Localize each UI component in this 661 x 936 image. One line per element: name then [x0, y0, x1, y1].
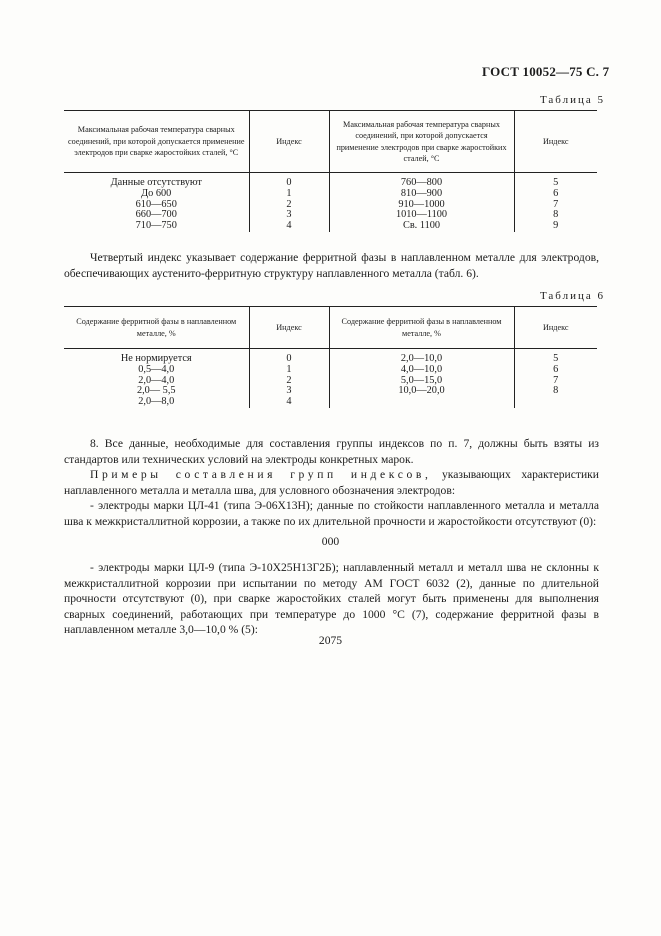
table-5-col-index-left: [249, 173, 329, 232]
table-cell: 5: [553, 177, 559, 188]
table-cell: 1: [286, 363, 292, 375]
table-cell: 4: [286, 220, 292, 232]
table-6-col-index-right: [514, 349, 597, 408]
page-header: ГОСТ 10052—75 С. 7: [482, 64, 610, 79]
paragraph-example-1: - электроды марки ЦЛ-41 (типа Э-06Х13Н); данные по стойкости наплавленного металла и металла шва к межкристаллитной коррозии, а также по их длительной прочности и жаростойкости отсутствуют (0):: [64, 499, 599, 528]
table-cell: 710—750: [135, 220, 177, 232]
table-cell: 760—800: [400, 177, 443, 188]
table-5-header-temp-left: Максимальная рабочая температура сварных соединений, при которой допускается применение электродов при сварке жаростойких сталей, °С: [64, 111, 249, 173]
paragraph-example-2-block: [64, 560, 599, 638]
table-cell: 2,0— 5,5: [136, 385, 176, 397]
table-cell: 3: [286, 385, 292, 397]
table-cell: 2,0—8,0: [138, 396, 175, 408]
table-6-col-ferrite-right: [329, 349, 514, 408]
table-5-col-index-right: [514, 173, 597, 232]
table-6-col-ferrite-left: [64, 349, 249, 408]
table-cell: 4: [286, 396, 292, 408]
table-6-header-index-right: Индекс: [514, 307, 597, 349]
table-5-header-index-left: Индекс: [249, 111, 329, 173]
table-cell: 5,0—15,0: [400, 374, 443, 386]
table-cell: Св. 1100: [402, 220, 441, 232]
table-cell: 8: [553, 209, 559, 221]
body-text: [64, 436, 599, 529]
paragraph-8: 8. Все данные, необходимые для составления группы индексов по п. 7, должны быть взяты из стандартов или технических условий на электроды конкретных марок.: [64, 437, 599, 466]
table-cell: 1: [286, 187, 292, 199]
examples-spaced-heading: Примеры составления групп индексов,: [90, 468, 432, 481]
table-5-label: Таблица 5: [539, 94, 605, 106]
table-cell: 10,0—20,0: [398, 385, 445, 397]
table-cell: 910—1000: [398, 198, 445, 210]
table-5-body: [64, 173, 597, 232]
table-6-header-ferrite-right: Содержание ферритной фазы в наплавленном металле, %: [329, 307, 514, 349]
table-5-header-index-right: Индекс: [514, 111, 597, 173]
table-5-col-temp-left: [64, 173, 249, 232]
table-cell: 6: [553, 363, 559, 375]
table-5-col-temp-right: [329, 173, 514, 232]
table-6: [64, 306, 597, 408]
table-cell: 8: [553, 385, 559, 397]
table-cell: 6: [553, 187, 559, 199]
table-5: [64, 110, 597, 232]
table-cell: До 600: [141, 187, 172, 199]
table-cell: 610—650: [135, 198, 177, 210]
table-cell: 3: [286, 209, 292, 221]
table-6-label: Таблица 6: [539, 290, 605, 302]
table-cell: 0,5—4,0: [138, 363, 175, 375]
table-cell: Данные отсутствуют: [110, 177, 202, 188]
table-cell: 2,0—4,0: [138, 374, 175, 386]
paragraph-examples: [64, 467, 599, 498]
paragraph-example-2: - электроды марки ЦЛ-9 (типа Э-10Х25Н13Г2Б); наплавленный металл и металл шва не склонны к межкристаллитной коррозии при испытании по методу АМ ГОСТ 6032 (2), данные по длительной прочности отсутствуют (0), при сварке жаростойких сталей могут быть применены для выполнения сварных соединений, работающих при температуре до 1000 °С (7), содержание ферритной фазы в наплавленном металле 3,0—10,0 % (5):: [64, 561, 599, 636]
table-6-col-index-left: [249, 349, 329, 408]
table-cell: 7: [553, 198, 559, 210]
table-cell: 660—700: [135, 209, 177, 221]
examples-intro: указывающих характеристики наплавленного металла и металла шва, для условного обозначения электродов:: [64, 468, 599, 497]
example-1-code: 000: [321, 535, 340, 548]
table-cell: 2: [286, 374, 292, 386]
page-number: 2075: [318, 634, 343, 647]
table-6-header-index-left: Индекс: [249, 307, 329, 349]
table-cell: 1010—1100: [395, 209, 448, 221]
paragraph-text: Четвертый индекс указывает содержание ферритной фазы в наплавленном металле для электродов, обеспечивающих аустенито-ферритную структуру наплавленного металла (табл. 6).: [64, 251, 599, 280]
table-cell: 2,0—10,0: [400, 353, 443, 364]
table-cell: 5: [553, 353, 559, 364]
table-cell: 810—900: [400, 187, 443, 199]
table-cell: 2: [286, 198, 292, 210]
table-cell: 0: [286, 177, 292, 188]
table-cell: 9: [553, 220, 559, 232]
table-5-header-temp-right: Максимальная рабочая температура сварных соединений, при которой допускается применение электродов при сварке жаростойких сталей, °С: [329, 111, 514, 173]
table-cell: 0: [286, 353, 292, 364]
paragraph-ferrite-index: [64, 250, 599, 281]
table-6-header-ferrite-left: Содержание ферритной фазы в наплавленном металле, %: [64, 307, 249, 349]
table-cell: 4,0—10,0: [400, 363, 443, 375]
table-6-body: [64, 349, 597, 408]
table-cell: 7: [553, 374, 559, 386]
table-cell: Не нормируется: [120, 353, 192, 364]
